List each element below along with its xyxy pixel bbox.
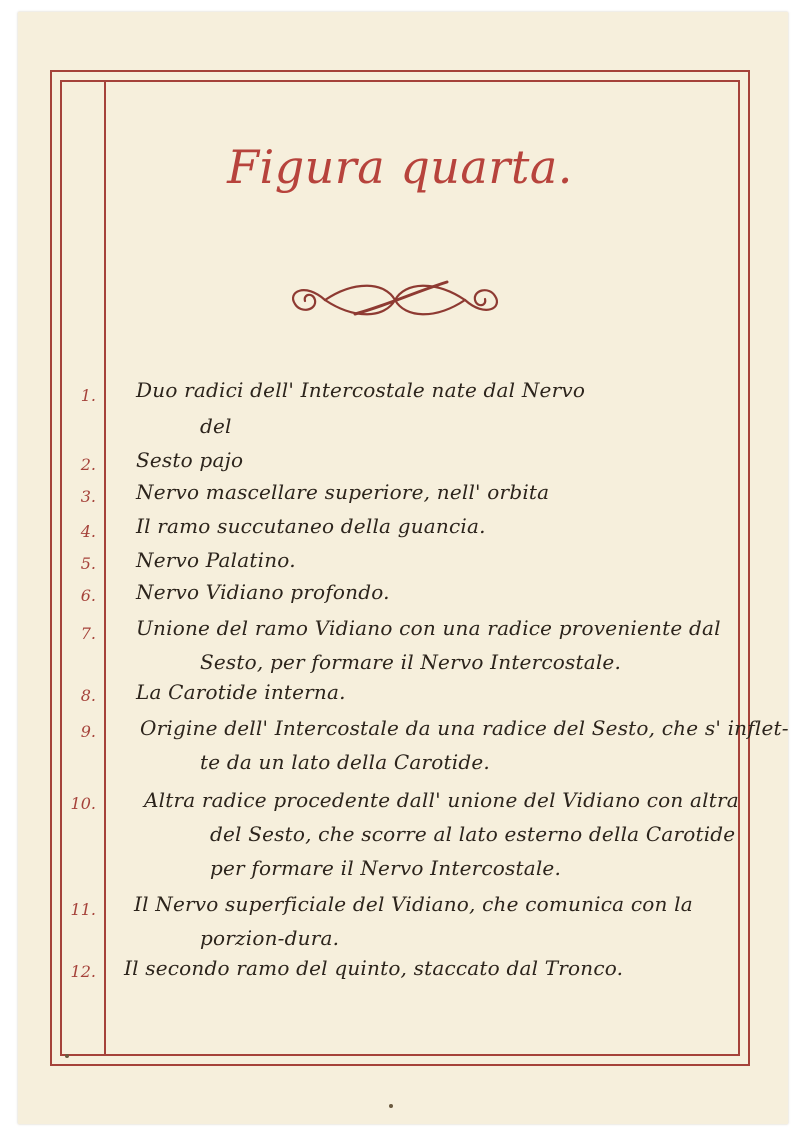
item-text-line: Nervo mascellare superiore, nell' orbita [136,480,550,504]
item-text-line: Nervo Palatino. [136,548,296,572]
item-number: 6. [80,586,96,605]
item-number: 12. [70,962,96,981]
item-text-line: Altra radice procedente dall' unione del Vidiano con altra [144,788,739,812]
item-text-line: Sesto pajo [136,448,244,472]
item-text-line: del Sesto, che scorre al lato esterno della Carotide [210,822,736,846]
item-text-line: te da un lato della Carotide. [200,750,490,774]
item-text-line: del [200,414,232,438]
item-number: 5. [80,554,96,573]
item-number: 4. [80,522,96,541]
item-text-line: porzion-dura. [200,926,340,950]
item-text-line: Origine dell' Intercostale da una radice del Sesto, che s' inflet- [140,716,789,740]
item-text-line: Sesto, per formare il Nervo Intercostale. [200,650,622,674]
item-text-line: Nervo Vidiano profondo. [136,580,390,604]
item-text-line: Il Nervo superficiale del Vidiano, che comunica con la [134,892,693,916]
item-number: 10. [70,794,96,813]
ink-dot [389,1104,393,1108]
item-number: 1. [80,386,96,405]
item-number: 7. [80,624,96,643]
page-title: Figura quarta. [227,140,573,194]
item-text-line: Unione del ramo Vidiano con una radice proveniente dal [136,616,721,640]
ink-dot [65,1054,69,1058]
item-number: 11. [70,900,96,919]
item-text-line: Il secondo ramo del quinto, staccato dal Tronco. [124,956,624,980]
item-number: 8. [80,686,96,705]
item-number: 9. [80,722,96,741]
item-number: 2. [80,455,96,474]
item-text-line: per formare il Nervo Intercostale. [210,856,562,880]
item-text-line: Il ramo succutaneo della guancia. [136,514,486,538]
item-number: 3. [80,487,96,506]
item-text-line: Duo radici dell' Intercostale nate dal Nervo [136,378,586,402]
item-text-line: La Carotide interna. [136,680,346,704]
